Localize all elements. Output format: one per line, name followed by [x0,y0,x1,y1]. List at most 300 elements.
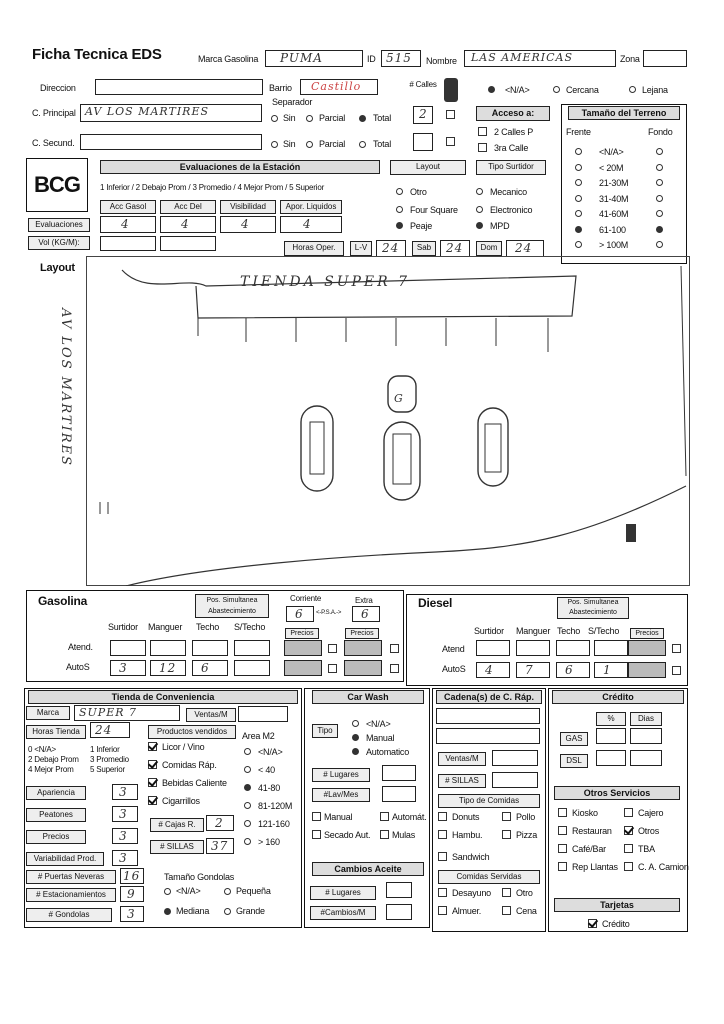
diesel-check-0[interactable] [672,644,681,653]
terreno-row-label-1: < 20M [599,162,624,173]
tg-mediana-label: Mediana [176,906,210,916]
terreno-header: Tamaño del Terreno [568,106,680,120]
zona-label: Zona [620,54,640,64]
neveras-field[interactable] [120,868,144,884]
scale-2: 2 Debajo Prom [28,755,79,764]
cw-manual-check[interactable] [312,812,321,821]
fondo-radio-2[interactable] [656,179,663,186]
cajas-field[interactable] [206,815,234,831]
layout-otro-radio[interactable] [396,188,403,195]
layout-sketch [86,256,690,586]
diesel-cell-0-4[interactable] [628,640,666,656]
gas-cell-0-2[interactable] [192,640,228,656]
servicio-check-5[interactable] [624,844,633,853]
producto-check-2[interactable] [148,778,157,787]
marca-field[interactable] [265,50,363,67]
cw-na-radio[interactable] [352,720,359,727]
diesel-cell-1-3[interactable] [594,662,628,678]
frente-radio-5[interactable] [575,226,582,233]
terreno-row-label-2: 21-30M [599,178,629,188]
dom-value: 24 [515,241,533,255]
otro-check[interactable] [502,888,511,897]
cadena-sillas-field[interactable] [492,772,538,788]
pollo-check[interactable] [502,812,511,821]
credito-dias-label: Dias [630,712,662,726]
gas-precios-2: Precios [345,628,379,639]
rating-label-0: Apariencia [26,786,86,800]
eval-apor-liquidos[interactable] [280,216,342,233]
horas-tienda-value: 24 [95,723,113,737]
fondo-radio-5[interactable] [656,226,663,233]
calles-count-value: 2 [419,107,428,121]
nombre-field[interactable] [464,50,616,67]
diesel-cell-0-3[interactable] [594,640,628,656]
cadena-field-2[interactable] [436,728,540,744]
sketch-store-label: TIENDA SUPER 7 [240,274,411,290]
scale-0: 0 <N/A> [28,745,56,754]
secund-field[interactable] [80,134,262,150]
diesel-value-0: 4 [485,663,494,677]
acceso-header: Acceso a: [476,106,550,121]
neveras-value: 16 [123,869,141,883]
gas-cell-1-1[interactable] [150,660,186,676]
principal-field[interactable] [80,104,262,122]
acceso-2calles-check[interactable] [478,127,487,136]
credito-header: Crédito [552,690,684,704]
direccion-label: Direccion [40,83,76,93]
cw-secado-label: Secado Aut. [324,830,371,840]
id-field[interactable] [381,50,421,67]
tienda-ventas-label: Ventas/M [186,708,236,722]
servicio-label-1: Cajero [638,808,664,818]
cw-lav-field[interactable] [382,786,416,802]
tam-gond-label: Tamaño Gondolas [164,872,235,882]
area-label-1: < 40 [258,765,275,775]
area-radio-1[interactable] [244,766,251,773]
hambu-check[interactable] [438,830,447,839]
aceite-header: Cambios Aceite [312,862,424,876]
hambu-label: Hambu. [452,830,483,840]
gas-cell-0-4[interactable] [284,640,322,656]
cajas-value: 2 [215,816,224,830]
frente-radio-6[interactable] [575,241,582,248]
nombre-label: Nombre [426,56,457,66]
eval-header: Evaluaciones de la Estación [100,160,380,174]
layout-four-square-label: Four Square [410,205,458,215]
cw-na-label: <N/A> [366,719,391,729]
cw-secado-check[interactable] [312,830,321,839]
carwash-tipo-label: Tipo [312,724,338,738]
layout-section-label: Layout [40,262,75,274]
sillas-value: 37 [211,839,229,853]
credito-gas-dias[interactable] [630,728,662,744]
gas-cell-0-3[interactable] [234,640,270,656]
aceite-cambios-label: #Cambios/M [310,906,376,920]
gas-cell-0-0[interactable] [110,640,146,656]
frente-label: Frente [566,127,591,137]
tipo-mpd-radio[interactable] [476,222,483,229]
diesel-cell-1-0[interactable] [476,662,510,678]
corriente-field[interactable] [286,606,314,622]
gasolina-title: Gasolina [38,594,88,608]
principal-sin-radio[interactable] [271,115,278,122]
tg-pequena-radio[interactable] [224,888,231,895]
secund-parcial-radio[interactable] [306,141,313,148]
fondo-radio-6[interactable] [656,241,663,248]
donuts-check[interactable] [438,812,447,821]
bcg-logo: BCG [26,158,88,212]
rating-label-2: Precios [26,830,86,844]
cw-auto-label: Automatico [366,747,410,757]
fondo-radio-0[interactable] [656,148,663,155]
eval-acc-del-value: 4 [181,217,190,231]
principal-total-label: Total [373,113,392,123]
credito-tarjeta-check[interactable] [588,919,597,928]
diesel-cell-1-1[interactable] [516,662,550,678]
gas-col-surtidor: Surtidor [108,622,138,632]
layout-peaje-label: Peaje [410,221,433,231]
diesel-cell-1-2[interactable] [556,662,590,678]
sab-value: 24 [446,241,464,255]
vol-acc-gasol[interactable] [100,236,156,251]
cadena-header: Cadena(s) de C. Ráp. [436,690,542,704]
cadena-ventas-field[interactable] [492,750,538,766]
credito-tarjeta-label: Crédito [602,919,630,929]
diesel-cell-0-0[interactable] [476,640,510,656]
gas-col-manguer: Manguer [148,622,183,632]
rating-field-3[interactable] [112,850,138,866]
gas-cell-1-3[interactable] [234,660,270,676]
id-label: ID [367,54,376,64]
cajas-label: # Cajas R. [150,818,204,832]
fondo-radio-1[interactable] [656,164,663,171]
eval-apor-liquidos-value: 4 [303,217,312,231]
principal-check[interactable] [446,110,455,119]
producto-label-1: Comidas Ráp. [162,760,217,770]
layout-four-square-radio[interactable] [396,206,403,213]
gas-precios-1: Precios [285,628,319,639]
gas-col-techo: Techo [196,622,220,632]
secund-check[interactable] [446,137,455,146]
sketch-pump-label: G [394,392,404,405]
entrance-marker [626,524,636,542]
servicio-check-1[interactable] [624,808,633,817]
principal-total-radio[interactable] [359,115,366,122]
rating-field-0[interactable] [112,784,138,800]
gas-check-b-1[interactable] [390,664,399,673]
vol-acc-del[interactable] [160,236,216,251]
calles-label: # Calles [409,80,437,89]
diesel-cell-0-1[interactable] [516,640,550,656]
principal-parcial-radio[interactable] [306,115,313,122]
na-radio[interactable] [488,86,495,93]
eval-acc-del[interactable] [160,216,216,233]
cena-check[interactable] [502,906,511,915]
aceite-lugares-field[interactable] [386,882,412,898]
gas-cell-1-4[interactable] [284,660,322,676]
gondolas-field[interactable] [120,906,144,922]
tienda-marca-label: Marca [26,706,70,720]
area-label-2: 41-80 [258,783,281,793]
tg-pequena-label: Pequeña [236,886,271,896]
area-radio-2[interactable] [244,784,251,791]
gondolas-value: 3 [127,907,136,921]
diesel-value-2: 6 [565,663,574,677]
credito-dsl-label: DSL [560,754,588,768]
separador-label: Separador [272,97,313,107]
cw-lugares-label: # Lugares [312,768,370,782]
secund-sin-radio[interactable] [271,141,278,148]
acc-del-header: Acc Del [160,200,216,214]
gas-value-1: 12 [159,661,177,675]
terreno-row-label-3: 31-40M [599,193,629,204]
scale-5: 5 Superior [90,765,125,774]
credito-dsl-dias[interactable] [630,750,662,766]
servicio-check-2[interactable] [558,826,567,835]
sketch-street-label: AV LOS MARTIRES [57,308,73,467]
cw-mulas-check[interactable] [380,830,389,839]
horas-oper-label: Horas Oper. [284,241,344,256]
cw-mulas-label: Mulas [392,830,416,840]
cw-auto-radio[interactable] [352,748,359,755]
scale-4: 4 Mejor Prom [28,765,74,774]
secund-total-radio[interactable] [359,141,366,148]
gondolas-label: # Gondolas [26,908,112,922]
tg-grande-radio[interactable] [224,908,231,915]
tg-mediana-radio[interactable] [164,908,171,915]
pollo-label: Pollo [516,812,536,822]
lejana-radio[interactable] [629,86,636,93]
gas-col-stecho: S/Techo [234,622,266,632]
tipo-electronico-radio[interactable] [476,206,483,213]
nombre-value: LAS AMERICAS [471,51,574,64]
pump-island-left [301,406,333,491]
cercana-label: Cercana [566,85,599,95]
terreno-row-label-4: 41-60M [599,209,629,219]
sab-field[interactable] [440,240,470,257]
area-label: Area M2 [242,731,275,741]
visibilidad-header: Visibilidad [220,200,276,214]
cw-lav-label: #Lav/Mes [312,788,370,802]
extra-field[interactable] [352,606,380,622]
rating-value-3: 3 [119,851,128,865]
na-label: <N/A> [505,85,530,95]
eval-scale: 1 Inferior / 2 Debajo Prom / 3 Promedio / 4 Mejor Prom / 5 Superior [100,183,325,192]
servicio-check-6[interactable] [558,862,567,871]
servicio-label-2: Restauran [572,826,612,836]
diesel-value-1: 7 [525,663,534,677]
estac-field[interactable] [120,886,144,902]
servicio-label-3: Otros [638,826,660,836]
zona-field[interactable] [643,50,687,67]
gas-pos-sim: Pos. Simultanea Abastecimiento [195,594,269,618]
cadena-field-1[interactable] [436,708,540,724]
diesel-col-manguer: Manguer [516,626,551,636]
direccion-field[interactable] [95,79,263,95]
dom-label: Dom [476,241,502,256]
diesel-col-surtidor: Surtidor [474,626,504,636]
evaluaciones-row-label: Evaluaciones [28,218,90,232]
neveras-label: # Puertas Neveras [26,870,116,884]
terreno-row-label-5: 61-100 [599,224,626,235]
cw-autom-check[interactable] [380,812,389,821]
area-radio-5[interactable] [244,838,251,845]
rating-label-1: Peatones [26,808,86,822]
estac-value: 9 [127,887,136,901]
otro-label: Otro [516,888,533,898]
gas-cell-1-2[interactable] [192,660,228,676]
comidas-servidas-header: Comidas Servidas [438,870,540,884]
pizza-check[interactable] [502,830,511,839]
fondo-radio-3[interactable] [656,195,663,202]
tienda-marca-field[interactable] [74,705,180,721]
area-radio-4[interactable] [244,820,251,827]
gas-cell-1-5[interactable] [344,660,382,676]
servicio-check-7[interactable] [624,862,633,871]
barrio-field[interactable] [300,79,378,95]
principal-sin-label: Sin [283,113,296,123]
area-label-4: 121-160 [258,819,290,829]
eval-visibilidad-value: 4 [241,217,250,231]
frente-radio-4[interactable] [575,210,582,217]
acc-gasol-header: Acc Gasol [100,200,156,214]
secund-label: C. Secund. [32,138,75,148]
area-radio-3[interactable] [244,802,251,809]
gas-value-0: 3 [119,661,128,675]
frente-radio-0[interactable] [575,148,582,155]
area-label-5: > 160 [258,837,280,847]
gas-check-a-0[interactable] [328,644,337,653]
corriente-label: Corriente [290,594,322,603]
tienda-header: Tienda de Conveniencia [28,690,298,704]
eval-acc-gasol[interactable] [100,216,156,233]
rating-label-3: Variabilidad Prod. [26,852,104,866]
diesel-cell-1-4[interactable] [628,662,666,678]
cercana-radio[interactable] [553,86,560,93]
layout-otro-label: Otro [410,187,427,197]
acceso-3ra-label: 3ra Calle [494,143,529,153]
pizza-label: Pizza [516,830,538,840]
almuer-check[interactable] [438,906,447,915]
area-label-3: 81-120M [258,801,293,811]
fondo-radio-4[interactable] [656,210,663,217]
gas-check-b-0[interactable] [390,644,399,653]
apor-liquidos-header: Apor. Liquidos [280,200,342,214]
diesel-autos-label: AutoS [442,664,466,674]
diesel-check-1[interactable] [672,666,681,675]
frente-radio-2[interactable] [575,179,582,186]
diesel-atend-label: Atend [442,644,465,654]
barrio-value: Castillo [311,80,362,93]
cw-lugares-field[interactable] [382,765,416,781]
fondo-label: Fondo [648,127,673,137]
tienda-marca-value: SUPER 7 [79,706,138,719]
cw-manual-radio[interactable] [352,734,359,741]
diesel-precios: Precios [630,628,664,639]
gas-cell-1-0[interactable] [110,660,146,676]
servicio-check-4[interactable] [558,844,567,853]
desayuno-label: Desayuno [452,888,491,898]
sandwich-check[interactable] [438,852,447,861]
credito-gas-label: GAS [560,732,588,746]
servicio-label-5: TBA [638,844,655,854]
layout-tab[interactable]: Layout [390,160,466,175]
layout-peaje-radio[interactable] [396,222,403,229]
servicio-label-4: Café/Bar [572,844,606,854]
diesel-cell-0-2[interactable] [556,640,590,656]
lv-label: L-V [350,241,372,256]
secund-count-field[interactable] [413,133,433,151]
tienda-ventas-field[interactable] [238,706,288,722]
rating-field-2[interactable] [112,828,138,844]
tipo-mecanico-label: Mecanico [490,187,527,197]
producto-label-0: Licor / Vino [162,742,205,752]
psa-label: <-P.S.A.-> [316,610,342,616]
marca-label: Marca Gasolina [198,54,259,64]
tipo-mecanico-radio[interactable] [476,188,483,195]
gas-cell-0-1[interactable] [150,640,186,656]
aceite-cambios-field[interactable] [386,904,412,920]
donuts-label: Donuts [452,812,480,822]
eval-visibilidad[interactable] [220,216,276,233]
servicio-label-0: Kiosko [572,808,598,818]
rating-field-1[interactable] [112,806,138,822]
producto-check-1[interactable] [148,760,157,769]
secund-parcial-label: Parcial [319,139,346,149]
diesel-title: Diesel [418,596,453,610]
cena-label: Cena [516,906,537,916]
producto-check-3[interactable] [148,796,157,805]
tipo-surtidor-tab[interactable]: Tipo Surtidor [476,160,546,175]
sandwich-label: Sandwich [452,852,490,862]
scale-3: 3 Promedio [90,755,129,764]
vol-row-label: Vol (KG/M): [28,236,90,250]
desayuno-check[interactable] [438,888,447,897]
credito-pct-label: % [596,712,626,726]
acceso-3ra-check[interactable] [478,143,487,152]
lv-value: 24 [382,241,400,255]
frente-radio-3[interactable] [575,195,582,202]
area-radio-0[interactable] [244,748,251,755]
frente-radio-1[interactable] [575,164,582,171]
calles-count-field[interactable] [413,106,433,124]
cw-manual-check-label: Manual [324,812,353,822]
form-title: Ficha Tecnica EDS [32,46,162,63]
credito-dsl-pct[interactable] [596,750,626,766]
lv-field[interactable] [376,240,406,257]
gas-cell-0-5[interactable] [344,640,382,656]
terreno-row-label-0: <N/A> [599,147,624,157]
tg-na-radio[interactable] [164,888,171,895]
sab-label: Sab [412,241,436,256]
horas-tienda-field[interactable] [90,722,130,738]
eval-acc-gasol-value: 4 [121,217,130,231]
traffic-light-icon [444,78,458,102]
servicio-check-0[interactable] [558,808,567,817]
credito-gas-pct[interactable] [596,728,626,744]
producto-label-3: Cigarrillos [162,796,200,806]
tipo-electronico-label: Electronico [490,205,533,215]
gas-check-a-1[interactable] [328,664,337,673]
diesel-col-techo: Techo [557,626,581,636]
sillas-field[interactable] [206,838,234,854]
diesel-col-stecho: S/Techo [588,626,620,636]
almuer-label: Almuer. [452,906,482,916]
dom-field[interactable] [506,240,544,257]
extra-label: Extra [355,596,373,605]
producto-check-0[interactable] [148,742,157,751]
servicio-check-3[interactable] [624,826,633,835]
